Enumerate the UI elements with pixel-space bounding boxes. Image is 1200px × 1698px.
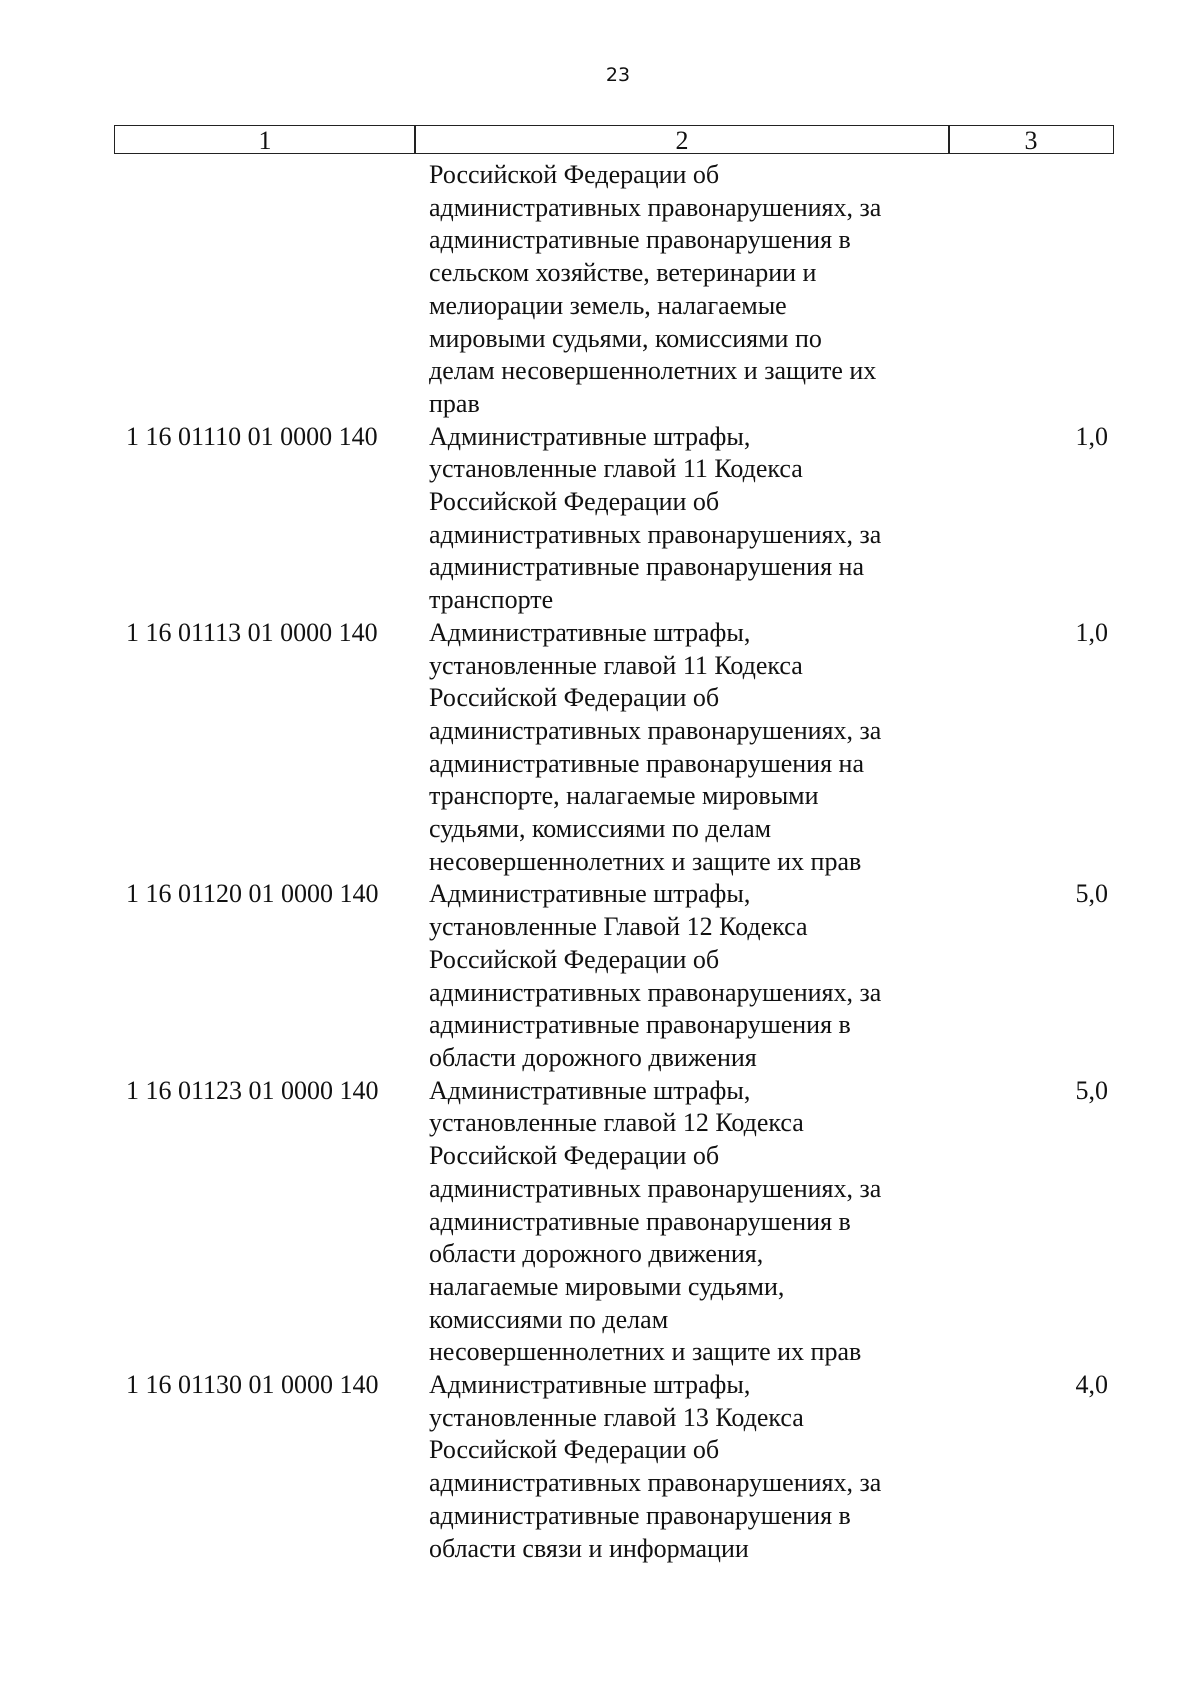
row-description: Административные штрафы, установленные главой 11 Кодекса Российской Федерации об административных правонарушениях, за административные правонарушения на транспорте, налагаемые мировыми судьями, комиссиями по делам несовершеннолетних и защите их прав [429,617,882,876]
table-row [0,1369,1200,1565]
table-row [0,421,1200,617]
row-description: Административные штрафы, установленные главой 13 Кодекса Российской Федерации об административных правонарушениях, за административные правонарушения в области связи и информации [429,1370,882,1563]
header-col-1: 1 [114,125,416,154]
table-header [114,125,1114,155]
header-col-3: 3 [948,125,1114,154]
kbk-code: 1 16 01113 01 0000 140 [126,617,378,647]
kbk-code: 1 16 01110 01 0000 140 [126,421,378,451]
page-number: 23 [605,64,631,86]
header-col-2: 2 [414,125,950,154]
row-description: Административные штрафы, установленные Главой 12 Кодекса Российской Федерации об административных правонарушениях, за административные правонарушения в области дорожного движения [429,879,882,1072]
row-description: Административные штрафы, установленные главой 11 Кодекса Российской Федерации об административных правонарушениях, за административные правонарушения на транспорте [429,421,882,615]
table-row [0,1075,1200,1369]
table-row [0,159,1200,421]
normative-value: 1,0 [1075,421,1108,451]
table-row [0,617,1200,879]
table-body [0,159,1200,1565]
kbk-code: 1 16 01123 01 0000 140 [126,1075,379,1105]
row-description: Административные штрафы, установленные главой 12 Кодекса Российской Федерации об административных правонарушениях, за административные правонарушения в области дорожного движения, налагаемые мировыми судьями, комиссиями по делам несовершеннолетних и защите их прав [429,1075,882,1367]
normative-value: 5,0 [1075,879,1108,909]
normative-value: 4,0 [1075,1370,1108,1400]
kbk-code: 1 16 01120 01 0000 140 [126,879,379,909]
row-description: Российской Федерации об административных правонарушениях, за административные правонарушения в сельском хозяйстве, ветеринарии и мелиорации земель, налагаемые мировыми судьями, комиссиями по делам несовершеннолетних и защите их прав [429,160,882,418]
kbk-code: 1 16 01130 01 0000 140 [126,1370,379,1400]
normative-value: 5,0 [1075,1075,1108,1105]
normative-value: 1,0 [1075,617,1108,647]
table-row [0,878,1200,1074]
